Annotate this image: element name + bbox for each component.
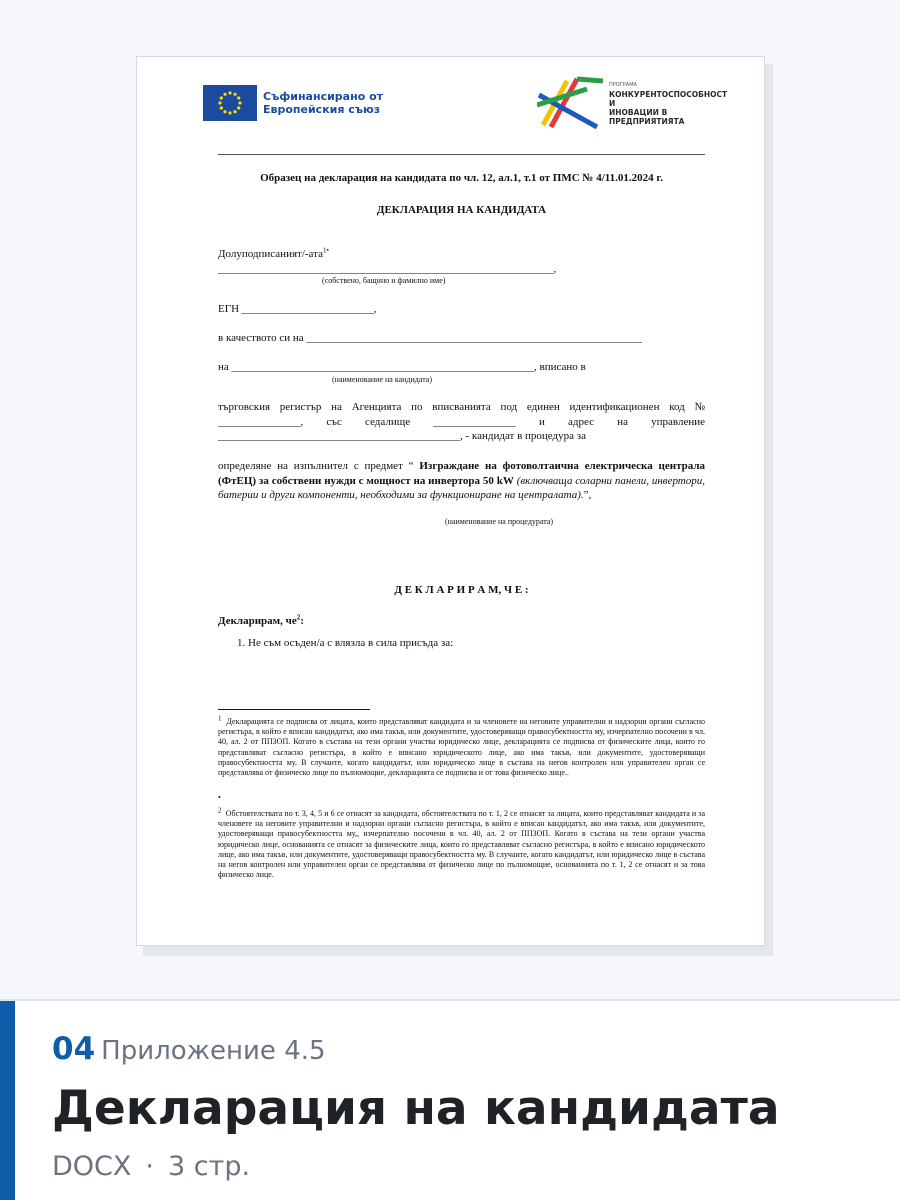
name-field: _____________________________________________________________, bbox=[218, 263, 557, 275]
name-hint: (собствено, бащино и фамилно име) bbox=[322, 276, 446, 285]
document-info-panel bbox=[0, 999, 900, 1200]
subject-paragraph: определяне на изпълнител с предмет “ Изграждане на фотоволтаична електрическа централа (ФтЕЦ) за собствени нужди с мощност на инвертора 50 kW (включваща соларни панели, инвертори, батерии и други компоненти, необходими за функциониране на централата).”, bbox=[218, 460, 706, 501]
program-logo-text: ПРОГРАМА КОНКУРЕНТОСПОСОБНОСТ И ИНОВАЦИИ В ПРЕДПРИЯТИЯТА bbox=[609, 81, 728, 126]
procedure-hint: (наименование на процедурата) bbox=[445, 517, 554, 526]
declaration-header: Образец на декларация на кандидата по чл. 12, ал.1, т.1 от ПМС № 4/11.01.2024 г. bbox=[260, 172, 663, 184]
footnote-1: $^1$ Декларацията се подписва от лицата, които представляват кандидата и за членовете на неговите управителни и надзорни органи съгласно регистъра, в който е вписан кандидатът, ако има такъв, или документите, удостоверяващи правосубектността му, изчерпателно посочени в чл. 40, ал. 2 от ППЗОП. Когато в състава на тези органи участва юридическо лице, декларацията се подписва от физическите лица, които го представляват съгласно регистъра, в който е вписано юридическото лице, ако има такъв, или документите, удостоверяващи правосубектността му. В случаите, когато кандидатът, или юридическо лице в състава на негов контролен или управителен орган се представлява от физическо лице по пълномощие, декларацията се подписва и от това физическо лице.. bbox=[218, 714, 706, 778]
footnote-ref-1: 1• bbox=[322, 246, 329, 255]
eu-logo bbox=[203, 85, 383, 121]
eu-logo-text: Съфинансирано от Европейския съюз bbox=[263, 90, 384, 116]
egn-field: ЕГН ________________________, bbox=[218, 303, 377, 315]
procedure-subject: Изграждане на фотоволтаична електрическа централа (ФтЕЦ) за собствени нужди с мощност на инвертора 50 kW bbox=[218, 460, 705, 487]
candidate-hint: (наименование на кандидата) bbox=[332, 375, 433, 384]
logo-header bbox=[203, 75, 734, 135]
document-page[interactable] bbox=[136, 56, 765, 946]
document-number: 04 bbox=[52, 1031, 96, 1067]
meta-separator: · bbox=[145, 1151, 154, 1182]
declaration-title: ДЕКЛАРАЦИЯ НА КАНДИДАТА bbox=[376, 204, 547, 216]
document-subtitle: Приложение 4.5 bbox=[101, 1036, 326, 1066]
accent-bar bbox=[0, 1001, 15, 1200]
eu-flag-icon bbox=[203, 85, 257, 121]
footnote-ref-2: 2 bbox=[296, 613, 301, 622]
declare-heading: Д Е К Л А Р И Р А М, Ч Е : bbox=[394, 584, 529, 596]
candidate-field: на _______________________________________________________, вписано в bbox=[218, 361, 586, 373]
footnote-divider bbox=[218, 709, 370, 710]
declare-lead: Декларирам, $че^2$: bbox=[218, 613, 304, 627]
program-logo bbox=[537, 75, 734, 131]
declaration-item-1: 1. Не съм осъден/а с влязла в сила присъда за: bbox=[237, 637, 454, 649]
footnote-bullet: • bbox=[218, 793, 221, 802]
program-mark-icon bbox=[537, 75, 607, 131]
document-pages: 3 стр. bbox=[168, 1151, 251, 1182]
document-format: DOCX bbox=[52, 1151, 132, 1182]
document-title: Декларация на кандидата bbox=[52, 1081, 780, 1136]
capacity-field: в качеството си на _____________________________________________________________ bbox=[218, 332, 642, 344]
header-divider bbox=[218, 154, 705, 155]
undersigned-line: Долуподписаният/-ата$^{1•}$ bbox=[218, 246, 329, 260]
document-number-line bbox=[52, 1031, 326, 1069]
registry-paragraph: търговския регистър на Агенцията по вписванията под единен идентификационен код № _______________, със седалище _______________ и адрес на управление ____________________________________________, - кандидат в процедура за bbox=[218, 401, 705, 442]
footnote-2: $^2$ Обстоятелствата по т. 3, 4, 5 и 6 се отнасят за кандидата, обстоятелствата по т. 1, 2 се отнасят за лицата, които представляват кандидата и за членовете на неговите управителни и надзорни органи съгласно регистъра, в който е вписан кандидатът, ако има такъв, или документите, удостоверяващи правосубектността му,, изчерпателно посочени в чл. 40, ал. 2 от ППЗОП. Когато в състава на тези органи участва юридическо лице, основанията се отнасят за физическите лица, които го представляват съгласно регистъра, в който е вписано юридическото лице, ако има такъв, или документите, удостоверяващи правосубектността му. В случаите, когато кандидатът, или юридическо лице в състава на негов контролен или управителен орган се представлява от физическо лице по пълномощие, основанията по т. 1, 2 се отнасят и за това физическо лице. bbox=[218, 806, 706, 880]
document-meta bbox=[52, 1149, 250, 1185]
